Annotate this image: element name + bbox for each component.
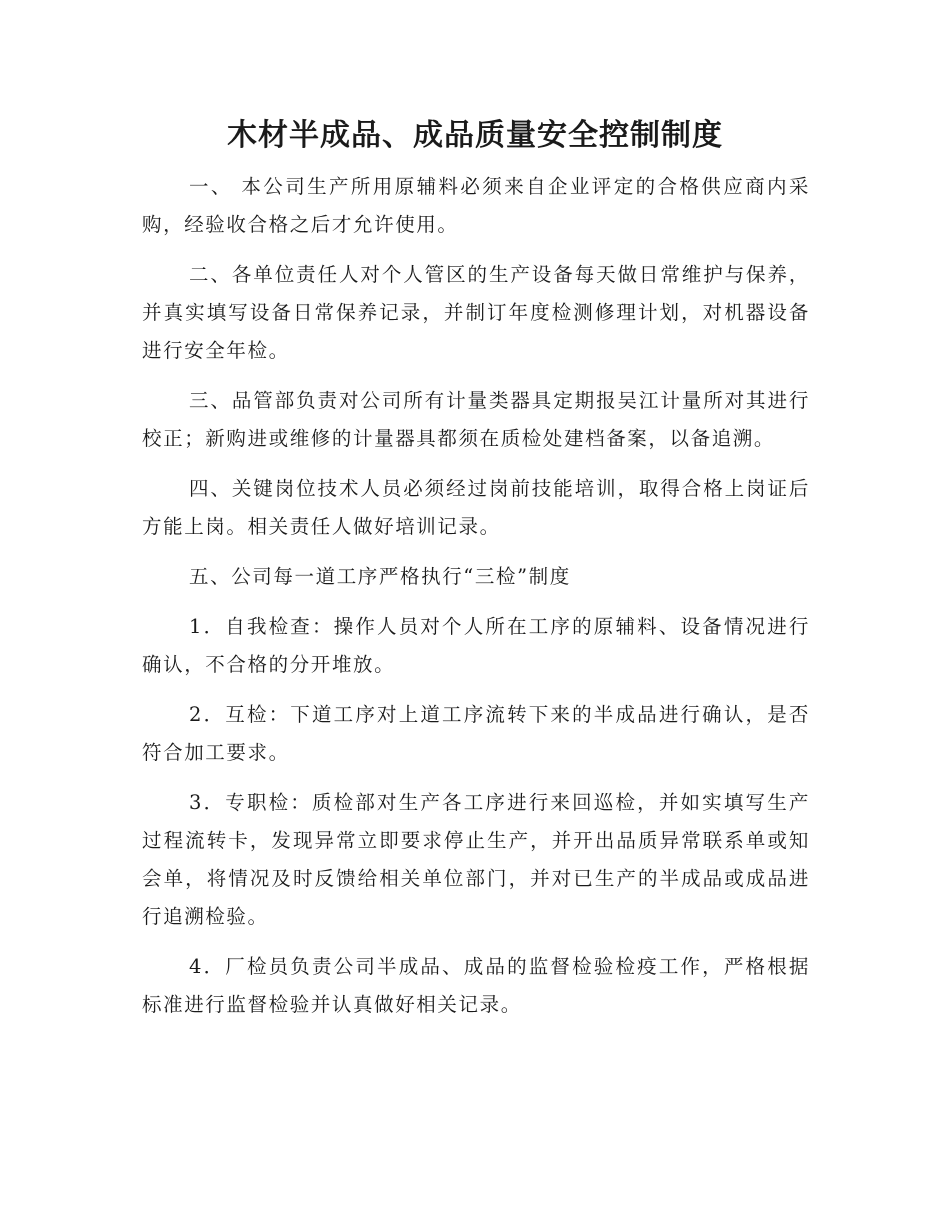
- paragraph-8: 3．专职检：质检部对生产各工序进行来回巡检，并如实填写生产过程流转卡，发现异常立即要求停止生产，并开出品质异常联系单或知会单，将情况及时反馈给相关单位部门，并对已生产的半成品或成品进行追溯检验。: [142, 791, 810, 928]
- paragraph-6: 1．自我检查：操作人员对个人所在工序的原辅料、设备情况进行确认，不合格的分开堆放。: [142, 615, 810, 676]
- paragraph-5: 五、公司每一道工序严格执行“三检”制度: [189, 565, 571, 588]
- paragraph-3: 三、品管部负责对公司所有计量类器具定期报吴江计量所对其进行校正；新购进或维修的计量器具都须在质检处建档备案，以备追溯。: [142, 389, 810, 450]
- document-body: [142, 168, 810, 1036]
- document-title: 木材半成品、成品质量安全控制制度: [227, 118, 723, 153]
- paragraph-4: 四、关键岗位技术人员必须经过岗前技能培训，取得合格上岗证后方能上岗。相关责任人做好培训记录。: [142, 477, 810, 538]
- paragraph-2: 二、各单位责任人对个人管区的生产设备每天做日常维护与保养，并真实填写设备日常保养记录，并制订年度检测修理计划，对机器设备进行安全年检。: [142, 263, 810, 362]
- paragraph-9: 4．厂检员负责公司半成品、成品的监督检验检疫工作，严格根据标准进行监督检验并认真做好相关记录。: [142, 955, 810, 1016]
- paragraph-1: 一、 本公司生产所用原辅料必须来自企业评定的合格供应商内采购，经验收合格之后才允许使用。: [142, 175, 810, 236]
- paragraph-7: 2．互检：下道工序对上道工序流转下来的半成品进行确认，是否符合加工要求。: [142, 703, 810, 764]
